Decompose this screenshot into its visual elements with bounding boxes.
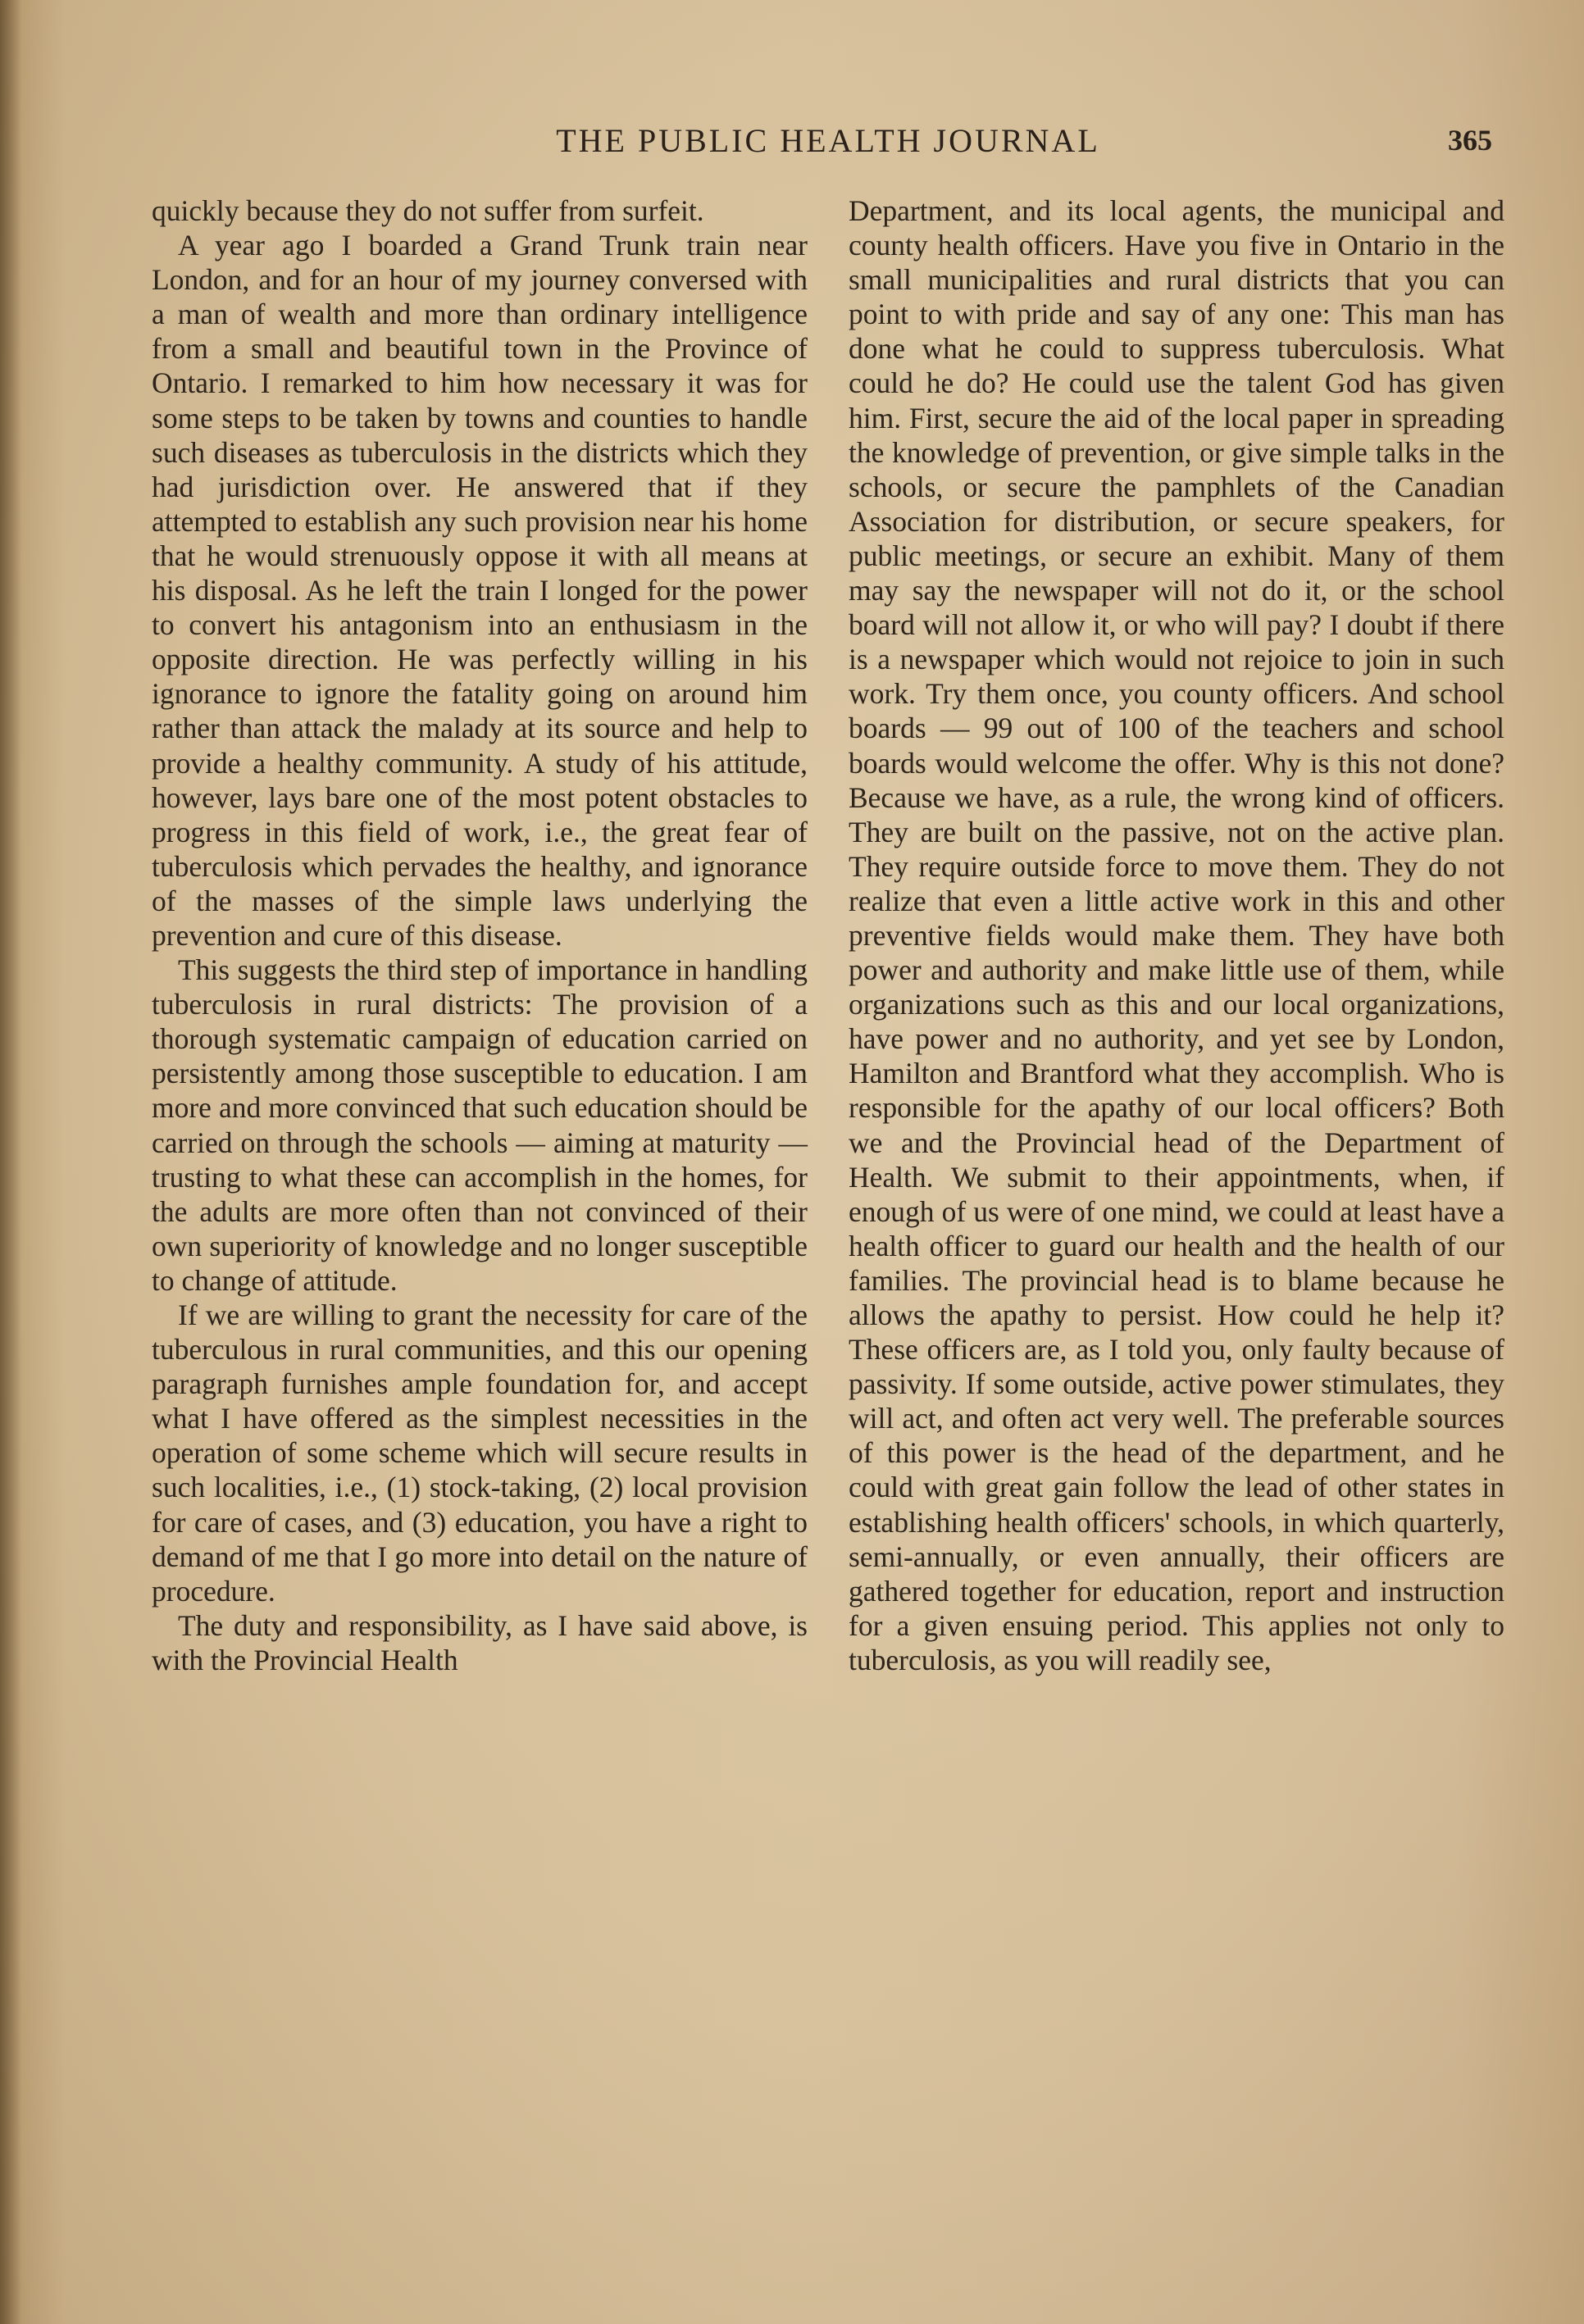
journal-title: THE PUBLIC HEALTH JOURNAL bbox=[556, 122, 1100, 159]
paragraph: Department, and its local agents, the municipal and county health officers. Have you five in Ontario in the small municipalities and rural districts that you can point to with pride and say of any one: This man has done what he could to suppress tuberculosis. What could he do? He could use the talent God has given him. First, secure the aid of the local paper in spreading the knowledge of prevention, or give simple talks in the schools, or secure the pamphlets of the Canadian Association for distribution, or secure speakers, for public meetings, or secure an exhibit. Many of them may say the newspaper will not do it, or the school board will not allow it, or who will pay? I doubt if there is a newspaper which would not rejoice to join in such work. Try them once, you county officers. And school boards — 99 out of 100 of the teachers and school boards would welcome the offer. Why is this not done? Because we have, as a rule, the wrong kind of officers. They are built on the passive, not on the active plan. They require outside force to move them. They do not realize that even a little active work in this and other preventive fields would make them. They have both power and authority and make little use of them, while organizations such as this and our local organizations, have power and no authority, and yet see by London, Hamilton and Brantford what they accomplish. Who is responsible for the apathy of our local officers? Both we and the Provincial head of the Department of Health. We submit to their appointments, when, if enough of us were of one mind, we could at least have a health officer to guard our health and the health of our families. The provincial head is to blame because he allows the apathy to persist. How could he help it? These officers are, as I told you, only faulty because of passivity. If some outside, active power stimulates, they will act, and often act very well. The preferable sources of this power is the head of the department, and he could with great gain follow the lead of other states in establishing health officers' schools, in which quarterly, semi-annually, or even annually, their officers are gathered together for education, report and instruction for a given ensuing period. This applies not only to tuberculosis, as you will readily see, bbox=[849, 194, 1504, 1676]
page-number: 365 bbox=[1448, 124, 1492, 157]
left-column bbox=[152, 193, 808, 1677]
paragraph: If we are willing to grant the necessity for care of the tuberculous in rural communities, and this our opening paragraph furnishes ample foundation for, and accept what I have offered as the simplest necessities in the operation of some scheme which will secure results in such localities, i.e., (1) stock-taking, (2) local provision for care of cases, and (3) education, you have a right to demand of me that I go more into detail on the nature of procedure. bbox=[152, 1298, 808, 1608]
paragraph: A year ago I boarded a Grand Trunk train near London, and for an hour of my journey conversed with a man of wealth and more than ordinary intelligence from a small and beautiful town in the Province of Ontario. I remarked to him how necessary it was for some steps to be taken by towns and counties to handle such diseases as tuberculosis in the districts which they had jurisdiction over. He answered that if they attempted to establish any such provision near his home that he would strenuously oppose it with all means at his disposal. As he left the train I longed for the power to convert his antagonism into an enthusiasm in the opposite direction. He was perfectly willing in his ignorance to ignore the fatality going on around him rather than attack the malady at its source and help to provide a healthy community. A study of his attitude, however, lays bare one of the most potent obstacles to progress in this field of work, i.e., the great fear of tuberculosis which pervades the healthy, and ignorance of the masses of the simple laws underlying the prevention and cure of this disease. bbox=[152, 229, 808, 952]
running-header bbox=[148, 121, 1509, 171]
right-column bbox=[849, 193, 1504, 1677]
paragraph: This suggests the third step of importance in handling tuberculosis in rural districts: The provision of a thorough systematic campaign of education carried on persistently among those susceptible to education. I am more and more convinced that such education should be carried on through the schools — aiming at maturity — trusting to what these can accomplish in the homes, for the adults are more often than not convinced of their own superiority of knowledge and no longer susceptible to change of attitude. bbox=[152, 953, 808, 1297]
binding-edge-shadow bbox=[0, 0, 21, 2324]
paragraph: quickly because they do not suffer from surfeit. bbox=[152, 194, 704, 227]
paragraph: The duty and responsibility, as I have said above, is with the Provincial Health bbox=[152, 1608, 808, 1676]
